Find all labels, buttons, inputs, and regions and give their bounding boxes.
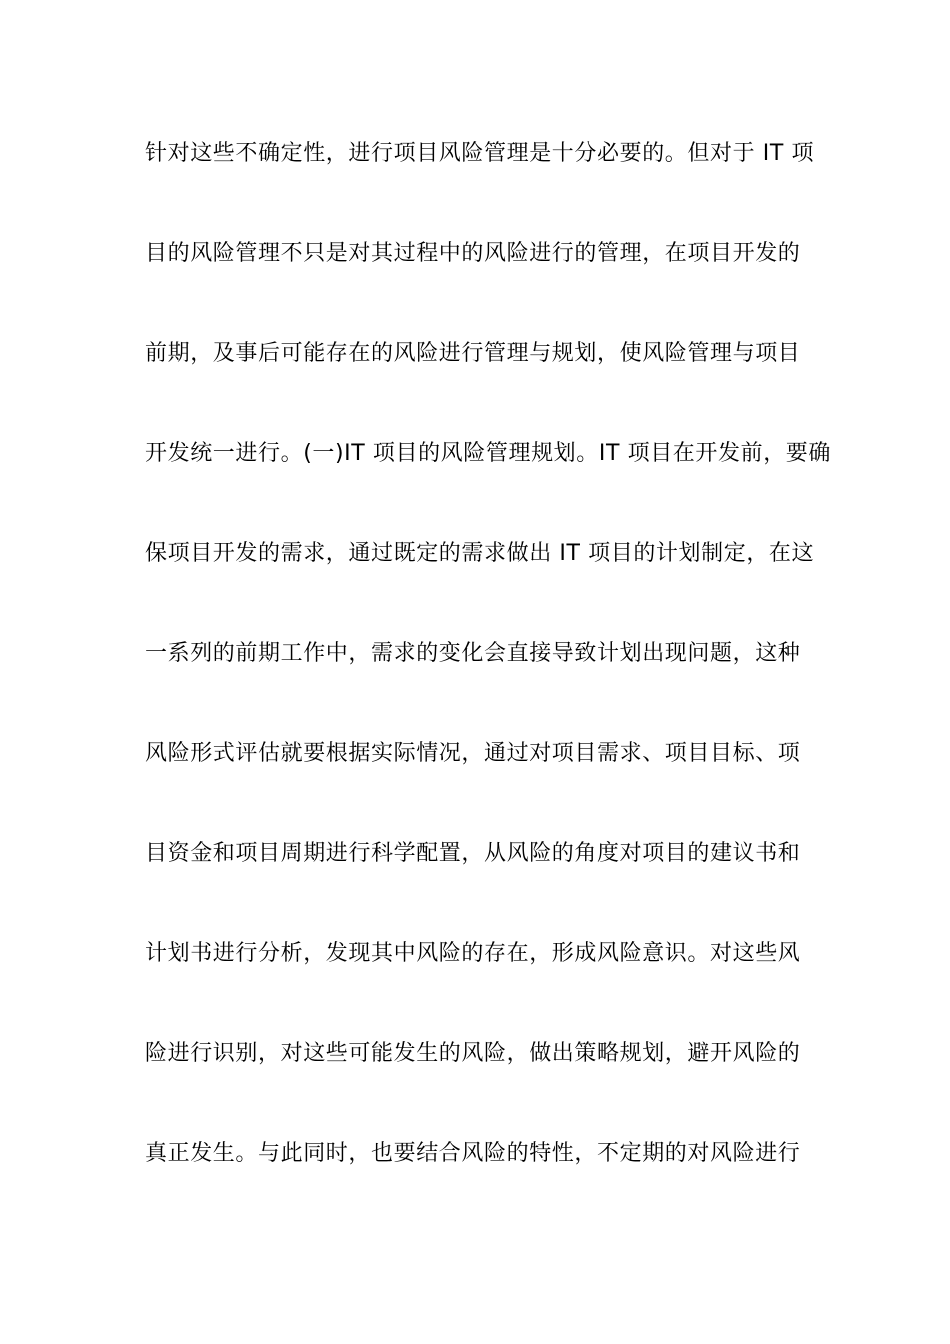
text-line: 一系列的前期工作中，需求的变化会直接导致计划出现问题，这种: [145, 641, 801, 666]
text-line: 真正发生。与此同时，也要结合风险的特性，不定期的对风险进行: [145, 1141, 801, 1166]
text-line: 计划书进行分析，发现其中风险的存在，形成风险意识。对这些风: [145, 941, 801, 966]
text-line: 前期，及事后可能存在的风险进行管理与规划，使风险管理与项目: [145, 341, 801, 366]
body-text: [145, 131, 832, 1231]
text-line: 风险形式评估就要根据实际情况，通过对项目需求、项目目标、项: [145, 741, 801, 766]
text-line: 开发统一进行。(一)IT 项目的风险管理规划。IT 项目在开发前，要确: [145, 441, 832, 466]
text-line: 目资金和项目周期进行科学配置，从风险的角度对项目的建议书和: [145, 841, 801, 866]
text-line: 险进行识别，对这些可能发生的风险，做出策略规划，避开风险的: [145, 1041, 801, 1066]
text-line: 目的风险管理不只是对其过程中的风险进行的管理，在项目开发的: [145, 241, 801, 266]
text-line: 保项目开发的需求，通过既定的需求做出 IT 项目的计划制定，在这: [145, 541, 815, 566]
text-line: 针对这些不确定性，进行项目风险管理是十分必要的。但对于 IT 项: [145, 141, 815, 166]
